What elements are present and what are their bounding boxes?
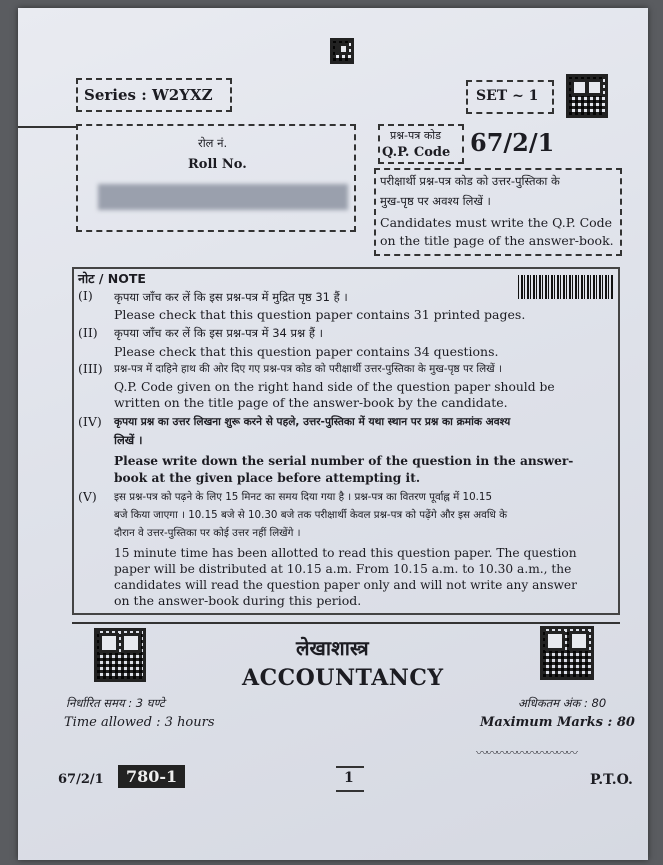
note-item-hindi: कृपया जाँच कर लें कि इस प्रश्न-पत्र में मुद्रित पृष्ठ 31 हैं ।: [114, 290, 348, 304]
note-item-hindi: इस प्रश्न-पत्र को पढ़ने के लिए 15 मिनट का समय दिया गया है । प्रश्न-पत्र का वितरण पूर्वाह्न में 10.15: [114, 491, 493, 503]
set-label: SET ~ 1: [476, 88, 539, 104]
note-item-hindi: कृपया जाँच कर लें कि इस प्रश्न-पत्र में 34 प्रश्न हैं ।: [114, 326, 323, 340]
page-number: 1: [344, 770, 354, 786]
top-qr-code: [330, 38, 354, 64]
barcode: [518, 275, 613, 299]
footer-qp-code: 67/2/1: [58, 772, 104, 787]
note-item-number: (V): [78, 489, 97, 504]
note-item-english: Q.P. Code given on the right hand side of the question paper should be: [114, 380, 555, 394]
subject-hindi: लेखाशास्त्र: [296, 636, 369, 660]
question-paper-page: [18, 8, 648, 860]
note-item-hindi: कृपया प्रश्न का उत्तर लिखना शुरू करने से पहले, उत्तर-पुस्तिका में यथा स्थान पर प्रश्न का क्रमांक अवश्य: [114, 416, 511, 428]
note-item-hindi: दौरान वे उत्तर-पुस्तिका पर कोई उत्तर नहीं लिखेंगे ।: [114, 527, 301, 539]
max-marks: Maximum Marks : 80: [480, 715, 635, 730]
right-qr-code: [540, 626, 594, 680]
roll-no-label: Roll No.: [188, 157, 247, 172]
note-item-number: (IV): [78, 414, 102, 429]
qp-instruction-hindi-1: परीक्षार्थी प्रश्न-पत्र कोड को उत्तर-पुस्तिका के: [380, 174, 560, 188]
note-item-english: on the answer-book during this period.: [114, 593, 362, 608]
note-item-number: (I): [78, 288, 93, 303]
note-item-english: 15 minute time has been allotted to read this question paper. The question: [114, 546, 577, 560]
qp-code-hindi: प्रश्न-पत्र कोड: [390, 129, 442, 142]
footer-code-badge: 780-1: [118, 765, 185, 788]
wavy-line: 〰〰〰〰〰〰〰〰〰〰: [476, 746, 577, 760]
section-rule: [72, 622, 620, 624]
note-item-hindi: बजे किया जाएगा । 10.15 बजे से 10.30 बजे तक परीक्षार्थी केवल प्रश्न-पत्र को पढ़ेंगे और इस अवधि के: [114, 509, 508, 521]
note-item-english: Please check that this question paper contains 34 questions.: [114, 344, 499, 359]
note-item-english: Please check that this question paper contains 31 printed pages.: [114, 307, 526, 322]
subject-title: ACCOUNTANCY: [242, 665, 444, 691]
max-marks-hindi: अधिकतम अंक : 80: [518, 696, 607, 710]
note-item-hindi: लिखें ।: [114, 433, 143, 447]
time-allowed: Time allowed : 3 hours: [64, 715, 215, 730]
qp-code-label: Q.P. Code: [382, 145, 451, 160]
series-label: Series : W2YXZ: [84, 86, 213, 104]
time-allowed-hindi: निर्धारित समय : 3 घण्टे: [66, 696, 165, 710]
left-qr-code: [94, 628, 146, 682]
note-item-number: (II): [78, 325, 98, 340]
note-item-number: (III): [78, 361, 103, 376]
qp-instruction-en-2: on the title page of the answer-book.: [380, 233, 614, 248]
roll-no-hindi: रोल नं.: [198, 136, 228, 150]
roll-no-redacted: [98, 184, 348, 210]
pto-label: P.T.O.: [590, 772, 633, 788]
qp-instruction-en-1: Candidates must write the Q.P. Code: [380, 215, 613, 230]
page-number-underline: [336, 790, 364, 792]
note-item-english: candidates will read the question paper only and will not write any answer: [114, 578, 577, 592]
note-item-english: written on the title page of the answer-book by the candidate.: [114, 395, 508, 410]
note-item-hindi: प्रश्न-पत्र में दाहिने हाथ की ओर दिए गए प्रश्न-पत्र कोड को परीक्षार्थी उत्तर-पुस्तिका के मुख-पृष्ठ पर लिखें ।: [114, 363, 502, 375]
note-item-english: paper will be distributed at 10.15 a.m. From 10.15 a.m. to 10.30 a.m., the: [114, 562, 572, 576]
note-heading: नोट / NOTE: [78, 271, 146, 286]
qp-instruction-hindi-2: मुख-पृष्ठ पर अवश्य लिखें ।: [380, 194, 491, 208]
header-rule: [18, 126, 78, 128]
set-qr-code: [566, 74, 608, 118]
note-item-english: Please write down the serial number of the question in the answer-: [114, 454, 574, 468]
qp-code-value: 67/2/1: [470, 128, 555, 157]
note-item-english: book at the given place before attempting it.: [114, 471, 421, 485]
page-number-overline: [336, 766, 364, 768]
